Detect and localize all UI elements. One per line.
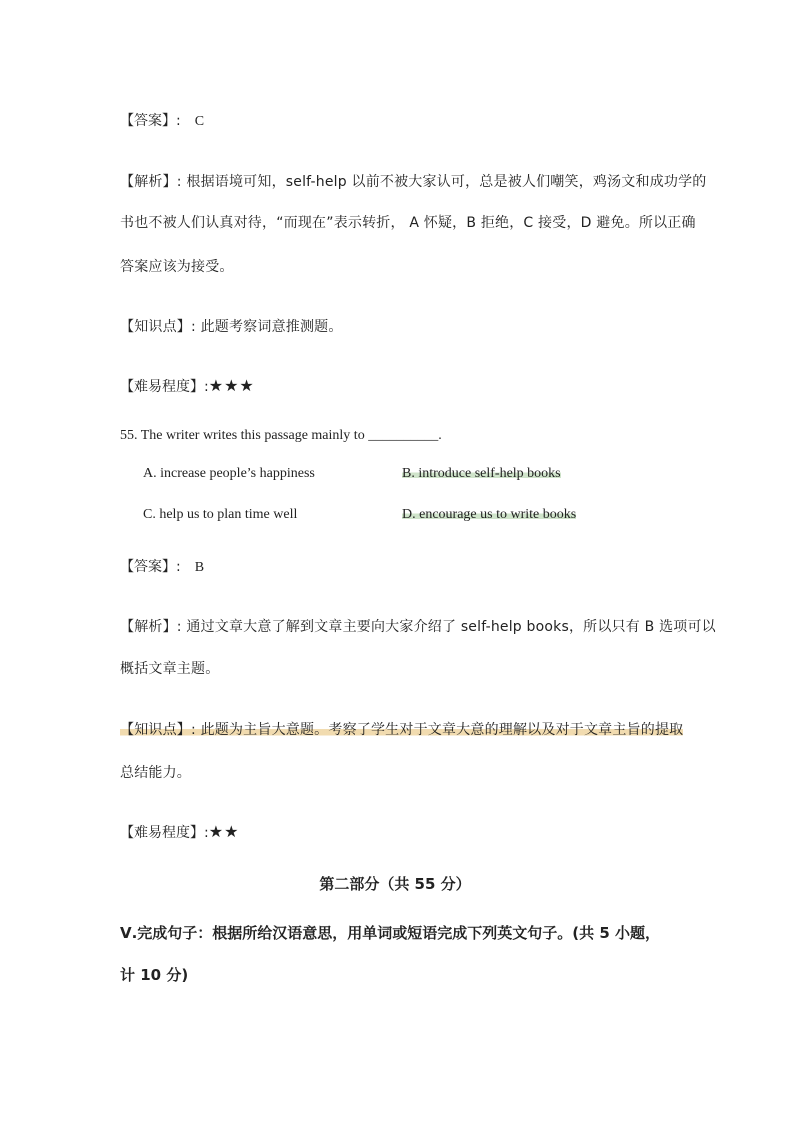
q54-answer bbox=[120, 110, 204, 130]
knowledge-text: 【知识点】: 此题为主旨大意题。考察了学生对于文章大意的理解以及对于文章主旨的提取 bbox=[120, 722, 684, 738]
q55-question: 55. The writer writes this passage mainly to __________. bbox=[120, 428, 442, 443]
q55-analysis-line-2: 概括文章主题。 bbox=[120, 661, 220, 677]
q54-analysis-line-3: 答案应该为接受。 bbox=[120, 259, 234, 275]
q54-analysis-line-1: 【解析】: 根据语境可知，self-help 以前不被大家认可，总是被人们嘲笑，鸡汤文和成功学的 bbox=[120, 174, 707, 190]
option-b-text: B. introduce self-help books bbox=[402, 466, 561, 481]
part-two-heading: 第二部分（共 55 分） bbox=[319, 875, 471, 893]
q55-knowledge-line-2: 总结能力。 bbox=[120, 765, 191, 781]
section-five-instruction-line-1: Ⅴ.完成句子：根据所给汉语意思，用单词或短语完成下列英文句子。(共 5 小题， bbox=[120, 924, 661, 942]
q55-option-b bbox=[402, 466, 561, 482]
answer-label: 【答案】: bbox=[120, 113, 181, 129]
difficulty-label: 【难易程度】: bbox=[120, 825, 209, 841]
q54-knowledge: 【知识点】: 此题考察词意推测题。 bbox=[120, 319, 343, 335]
option-d-text: D. encourage us to write books bbox=[402, 507, 577, 522]
q55-analysis-line-1: 【解析】: 通过文章大意了解到文章主要向大家介绍了 self-help books，所以只有 B 选项可以 bbox=[120, 619, 716, 635]
q55-difficulty bbox=[120, 822, 239, 842]
q55-option-d bbox=[402, 507, 576, 523]
section-five-instruction-line-2: 计 10 分) bbox=[120, 966, 189, 984]
difficulty-stars: ★★ bbox=[208, 822, 240, 841]
answer-label: 【答案】: bbox=[120, 559, 181, 575]
difficulty-label: 【难易程度】: bbox=[120, 379, 209, 395]
difficulty-stars: ★★★ bbox=[208, 376, 255, 395]
q55-answer bbox=[120, 556, 204, 576]
q55-knowledge-line-1 bbox=[120, 719, 683, 739]
q55-option-c: C. help us to plan time well bbox=[143, 507, 298, 522]
q55-option-a: A. increase people’s happiness bbox=[143, 466, 315, 481]
q54-analysis-line-2: 书也不被人们认真对待，“而现在”表示转折， A 怀疑，B 拒绝，C 接受，D 避免。所以正确 bbox=[120, 215, 696, 231]
q54-difficulty bbox=[120, 376, 255, 396]
answer-value: C bbox=[194, 114, 205, 129]
answer-value: B bbox=[194, 560, 205, 575]
